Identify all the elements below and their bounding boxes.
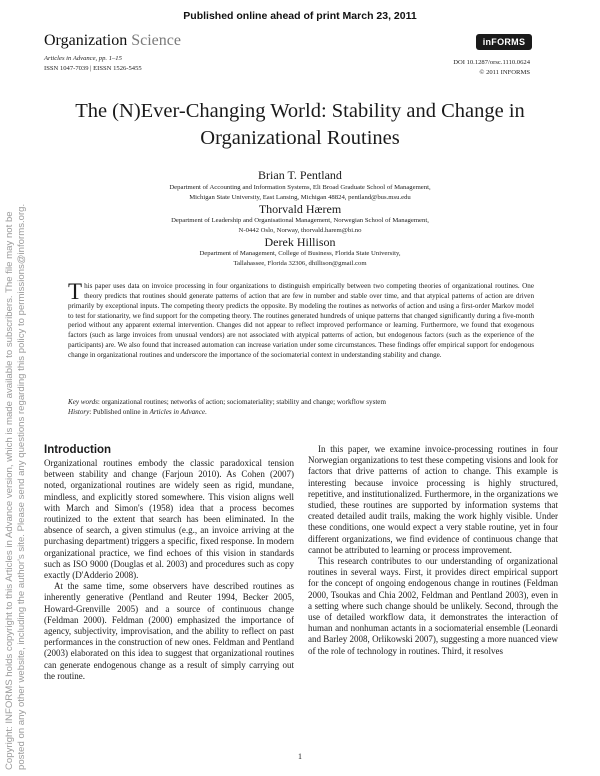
keywords-line: Key words: organizational routines; networks of action; sociomateriality; stability and change; workflow system — [68, 398, 386, 406]
copyright-line-1: Copyright: INFORMS holds copyright to this Articles in Advance version, which is made available to subscribers. The file may not be — [4, 211, 15, 770]
copyright-sidebar — [4, 0, 34, 770]
doi-block — [453, 58, 530, 78]
paragraph: In this paper, we examine invoice-processing routines in four Norwegian organizations to test these competing visions and look for factors that drive patterns of action to change. This example is interesting because invoice processing is highly structured, repetitive, and institutionalized. Furthermore, in the organizations we studied, these routines are supported by information systems that created detailed audit trails, making the work highly visible. Under these conditions, one would expect a very stable routine, yet in four different organizations, we find evidence of continuous change that cannot be attributed to learning or process improvement. — [308, 444, 558, 555]
abstract-dropcap: T — [68, 279, 83, 304]
paragraph: This research contributes to our understanding of organizational routines in several ways. First, it provides direct empirical support for the concept of ongoing endogenous change in routines (Feldman 2000, Tsoukas and Chia 2002, Feldman and Pentland 2003), even in a setting where such change should be unlikely. Second, through the use of detailed workflow data, it demonstrates the interaction of human and nonhuman actants in a sociomaterial ensemble (Leonardi and Barley 2008, Orlikowski 2007), suggesting a more nuanced view of the role of technology in routines. Third, it resolves — [308, 556, 558, 656]
informs-logo: inFORMS — [476, 34, 532, 50]
issn-line: ISSN 1047-7039 | EISSN 1526-5455 — [44, 65, 142, 72]
abstract — [68, 279, 534, 361]
journal-name-part1: Organization — [44, 32, 128, 49]
copyright-line-2: posted on any other website, including the author's site. Please send any questions regarding this policy to permissions@informs.org. — [16, 203, 27, 770]
author-affiliation — [100, 216, 500, 235]
author-name: Brian T. Pentland — [258, 168, 342, 182]
abstract-text: his paper uses data on invoice processing in four organizations to distinguish empirically between two competing theories of organizational routines. One theory predicts that routines should generate patterns of action that are few in number and stable over time, and that atypical patterns of action are driven primarily by exceptional inputs. The competing theory predicts the opposite. By modeling the routines as networks of action and using a first-order Markov model to test for stationarity, we find support for the competing theory. The routines generated hundreds of unique patterns that changed significantly during a five-month period without any apparent external intervention. Changes did not appear to reflect improved performance or learning. Furthermore, we found that exogenous factors (such as large invoices from unusual vendors) are not associated with atypical patterns of action, but endogenous factors (such as the experience of the participants) are. We also found that increased automation can increase variation under some circumstances. These findings offer empirical support for endogenous change in organizational routines and underscore the importance of the sociomaterial context in understanding stability and change. — [68, 282, 534, 359]
author-affiliation — [100, 183, 500, 202]
right-column — [308, 444, 558, 657]
affiliation-line: Department of Leadership and Organisational Management, Norwegian School of Management, — [171, 217, 429, 224]
journal-meta — [44, 54, 142, 74]
section-heading: Introduction — [44, 444, 112, 456]
paper-title — [40, 98, 560, 152]
title-line-1: The (N)Ever-Changing World: Stability and Change in — [75, 100, 525, 122]
journal-title — [44, 32, 181, 50]
page-number: 1 — [298, 752, 302, 761]
affiliation-line: Tallahassee, Florida 32306, dhillison@gmail.com — [233, 259, 367, 267]
author-affiliation — [100, 249, 500, 268]
affiliation-line: Michigan State University, East Lansing, Michigan 48824, pentland@bus.msu.edu — [189, 193, 411, 201]
paragraph: Organizational routines embody the classic paradoxical tension between stability and change (Farjoun 2010). As Cohen (2007) noted, organizational routines are widely seen as rigid, mundane, mindless, and explicitly stored somewhere. This vision aligns well with March and Simon's (1958) idea that a process becomes routinized to the extent that search has been eliminated. In the absence of search, a given stimulus (e.g., an invoice arriving at the purchasing department) triggers a specific, fixed response. In modern organizational practice, we find echoes of this vision in standards such as ISO 9000 (Douglas et al. 2003) and procedures such as copy exactly (D'Adderio 2008). — [44, 458, 294, 581]
journal-name-part2: Science — [127, 32, 181, 49]
publication-banner: Published online ahead of print March 23, 2011 — [183, 10, 417, 22]
author-name: Thorvald Hærem — [258, 202, 342, 216]
affiliation-line: Department of Accounting and Information Systems, Eli Broad Graduate School of Management, — [169, 184, 431, 191]
affiliation-line: Department of Management, College of Business, Florida State University, — [199, 250, 401, 257]
articles-in-advance: Articles in Advance, pp. 1–15 — [44, 55, 122, 62]
paragraph: At the same time, some observers have described routines as inherently generative (Pentland and Reuter 1994, Becker 2005, Howard-Grenville 2005) and a source of continuous change (Feldman 2000). Feldman (2000) emphasized the importance of agency, subjectivity, improvisation, and the ability to reflect on past performances in the construction of new ones. Feldman and Pentland (2003) elaborated on this idea to suggest that organizational routines can generate endogenous change as a result of simply carrying out the routine. — [44, 581, 294, 681]
author-name: Derek Hillison — [264, 235, 336, 249]
affiliation-line: N-0442 Oslo, Norway, thorvald.harem@bi.no — [238, 226, 362, 234]
doi-copyright: © 2011 INFORMS — [479, 69, 530, 76]
doi-text[interactable]: DOI 10.1287/orsc.1110.0624 — [453, 59, 530, 66]
keywords-history — [68, 398, 534, 418]
title-line-2: Organizational Routines — [200, 127, 400, 149]
history-line: History: Published online in Articles in Advance. — [68, 407, 207, 416]
left-column — [44, 444, 294, 682]
